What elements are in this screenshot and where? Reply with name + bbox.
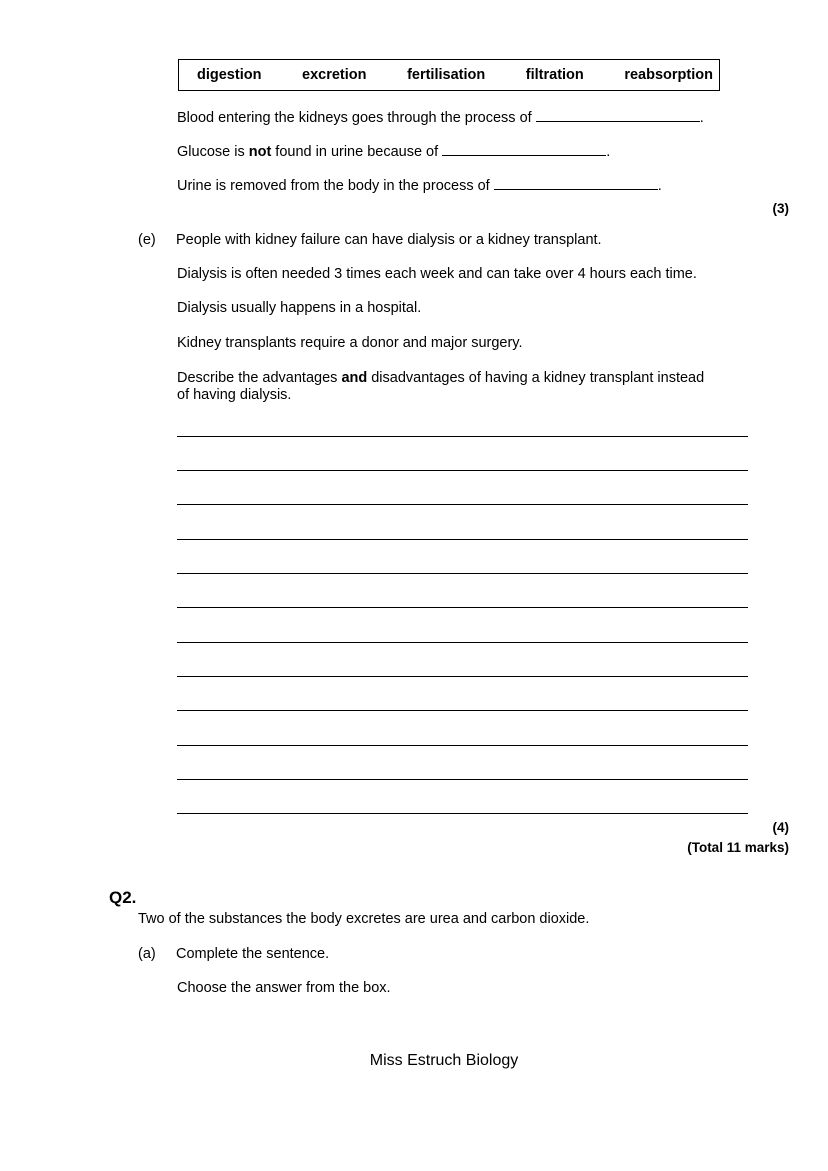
part-e-question-line2: of having dialysis.: [177, 387, 292, 403]
marks-d: (3): [772, 201, 789, 216]
answer-line[interactable]: [177, 470, 748, 471]
part-e-p2: Dialysis usually happens in a hospital.: [177, 300, 422, 316]
q2-part-a-label: (a): [138, 946, 156, 962]
q2-intro: Two of the substances the body excretes are urea and carbon dioxide.: [138, 911, 590, 927]
answer-line[interactable]: [177, 436, 748, 437]
q2-part-a-text: Complete the sentence.: [176, 946, 330, 962]
question-2-label: Q2.: [109, 888, 137, 907]
answer-blank-3[interactable]: [494, 177, 658, 190]
word-excretion: excretion: [302, 67, 367, 83]
sentence-2: Glucose is not found in urine because of .: [177, 144, 611, 160]
answer-blank-1[interactable]: [536, 109, 700, 122]
answer-line[interactable]: [177, 504, 748, 505]
part-e-label: (e): [138, 232, 156, 248]
word-filtration: filtration: [525, 67, 584, 83]
sentence-3: Urine is removed from the body in the process of .: [177, 178, 662, 194]
answer-line[interactable]: [177, 573, 748, 574]
answer-blank-2[interactable]: [442, 143, 606, 156]
answer-line[interactable]: [177, 607, 748, 608]
marks-e: (4): [772, 820, 789, 835]
sentence-1: Blood entering the kidneys goes through the process of .: [177, 110, 704, 126]
answer-line[interactable]: [177, 710, 748, 711]
answer-line[interactable]: [177, 779, 748, 780]
answer-line[interactable]: [177, 676, 748, 677]
word-reabsorption: reabsorption: [624, 67, 713, 83]
word-box: [178, 59, 720, 91]
q2-instruction: Choose the answer from the box.: [177, 980, 391, 996]
answer-line[interactable]: [177, 813, 748, 814]
part-e-intro: People with kidney failure can have dialysis or a kidney transplant.: [176, 232, 602, 248]
total-marks: (Total 11 marks): [687, 840, 789, 855]
page-footer: Miss Estruch Biology: [369, 1052, 519, 1069]
word-fertilisation: fertilisation: [407, 67, 486, 83]
answer-line[interactable]: [177, 539, 748, 540]
part-e-p3: Kidney transplants require a donor and major surgery.: [177, 335, 523, 351]
answer-line[interactable]: [177, 745, 748, 746]
part-e-p1: Dialysis is often needed 3 times each week and can take over 4 hours each time.: [177, 266, 697, 282]
word-digestion: digestion: [197, 67, 262, 83]
part-e-question: Describe the advantages and disadvantages of having a kidney transplant instead: [177, 370, 705, 386]
answer-line[interactable]: [177, 642, 748, 643]
